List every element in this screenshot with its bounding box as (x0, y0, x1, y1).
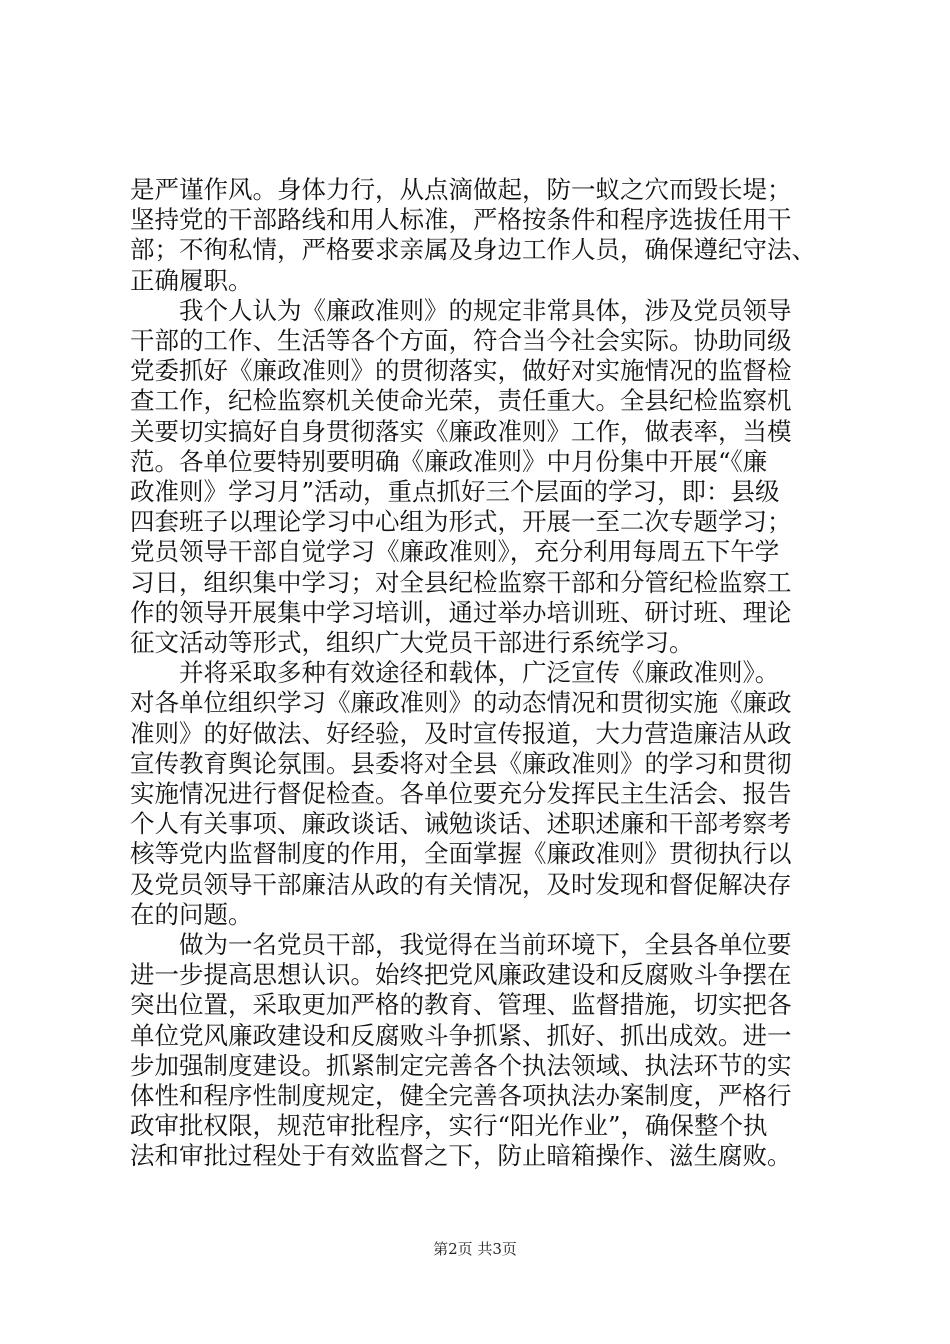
text-line: 征文活动等形式，组织广大党员干部进行系统学习。 (130, 628, 694, 657)
text-line: 党员领导干部自觉学习《廉政准则》，充分利用每周五下午学 (130, 537, 780, 567)
text-line: 核等党内监督制度的作用，全面掌握《廉政准则》贯彻执行以 (130, 839, 792, 869)
text-line: 关要切实搞好自身贯彻落实《廉政准则》工作，做表率，当模 (130, 416, 792, 446)
text-line: 正确履职。 (130, 265, 253, 295)
text-line: 党委抓好《廉政准则》的贯彻落实，做好对实施情况的监督检 (130, 356, 792, 386)
text-line: 步加强制度建设。抓紧制定完善各个执法领域、执法环节的实 (130, 1050, 792, 1080)
text-line: 对各单位组织学习《廉政准则》的动态情况和贯彻实施《廉政 (130, 688, 792, 718)
text-line: 我个人认为《廉政准则》的规定非常具体，涉及党员领导 (130, 295, 792, 325)
text-line: 实施情况进行督促检查。各单位要充分发挥民主生活会、报告 (130, 779, 792, 808)
text-line: 进一步提高思想认识。始终把党风廉政建设和反腐败斗争摆在 (130, 960, 792, 990)
page-footer: 第2页 共3页 (433, 1240, 517, 1258)
text-line: 范。各单位要特别要明确《廉政准则》中月份集中开展“《廉 (130, 446, 768, 476)
text-line: 并将采取多种有效途径和载体，广泛宣传《廉政准则》。 (130, 658, 780, 688)
text-line: 政审批权限，规范审批程序，实行“阳光作业”，确保整个执 (130, 1111, 768, 1141)
text-line: 体性和程序性制度规定，健全完善各项执法办案制度，严格行 (130, 1081, 792, 1110)
text-line: 在的问题。 (130, 899, 253, 929)
text-line: 四套班子以理论学习中心组为形式，开展一至二次专题学习； (130, 507, 792, 537)
text-line: 查工作，纪检监察机关使命光荣，责任重大。全县纪检监察机 (130, 386, 792, 416)
text-line: 宣传教育舆论氛围。县委将对全县《廉政准则》的学习和贯彻 (130, 748, 792, 778)
text-line: 法和审批过程处于有效监督之下，防止暗箱操作、滋生腐败。 (130, 1141, 792, 1171)
text-line: 做为一名党员干部，我觉得在当前环境下，全县各单位要 (130, 930, 792, 959)
text-line: 坚持党的干部路线和用人标准，严格按条件和程序选拔任用干 (130, 205, 792, 235)
text-line: 单位党风廉政建设和反腐败斗争抓紧、抓好、抓出成效。进一 (130, 1020, 792, 1050)
text-line: 是严谨作风。身体力行，从点滴做起，防一蚁之穴而毁长堤； (130, 175, 792, 204)
text-line: 政准则》学习月”活动，重点抓好三个层面的学习，即：县级 (130, 477, 780, 506)
text-line: 作的领导开展集中学习培训，通过举办培训班、研讨班、理论 (130, 597, 792, 627)
text-line: 干部的工作、生活等各个方面，符合当今社会实际。协助同级 (130, 326, 792, 355)
text-line: 个人有关事项、廉政谈话、诫勉谈话、述职述廉和干部考察考 (130, 809, 792, 839)
text-line: 及党员领导干部廉洁从政的有关情况，及时发现和督促解决存 (130, 869, 792, 899)
text-line: 部；不徇私情，严格要求亲属及身边工作人员，确保遵纪守法、 (130, 235, 816, 265)
text-line: 习日，组织集中学习；对全县纪检监察干部和分管纪检监察工 (130, 567, 792, 597)
text-line: 突出位置，采取更加严格的教育、管理、监督措施，切实把各 (130, 990, 792, 1020)
text-line: 准则》的好做法、好经验，及时宣传报道，大力营造廉洁从政 (130, 718, 792, 748)
